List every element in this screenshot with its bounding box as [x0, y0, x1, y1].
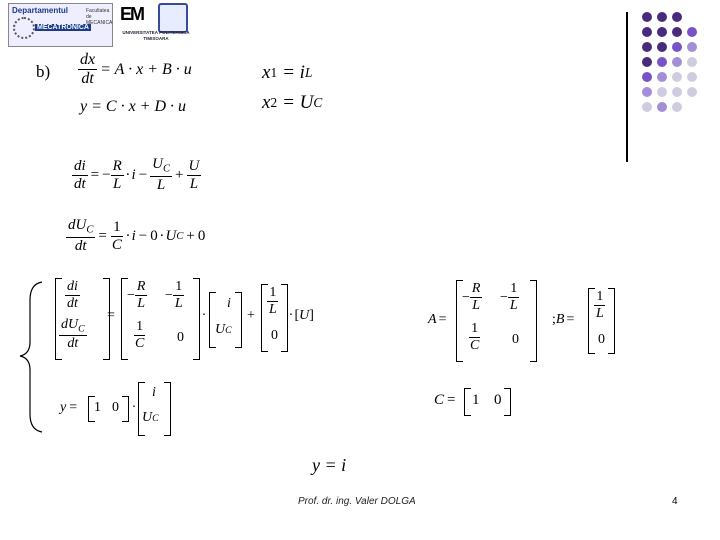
- system-brace: [16, 280, 46, 435]
- decorative-dot: [672, 12, 682, 22]
- decorative-dot: [672, 72, 682, 82]
- decorative-dot: [642, 42, 652, 52]
- faculty-name: Facultatea de MECANICA: [86, 8, 113, 26]
- matrix-output-equation: y = 1 0 · i U C: [60, 382, 190, 436]
- decorative-dot: [687, 57, 697, 67]
- department-name: MECATRONICA: [37, 24, 89, 31]
- gear-icon: [13, 17, 35, 39]
- output-equation: y = C · x + D · u: [80, 98, 187, 115]
- matrix-state-equation: $\frac{di}{dt}$ $\frac{dU_C}{dt}$ = − $\frac{R}{L}$ − $\frac{1}{L}$ $\frac{1}{C}$ 0 · i U C + $\frac{1}{L}$ 0 · [ U ]: [55, 278, 355, 360]
- matrix-C-definition: C = 1 0: [434, 388, 534, 418]
- dx-dt-fraction: $\frac{dx}{dt}$: [80, 51, 96, 87]
- x1-definition: x 1 = i L: [262, 62, 313, 83]
- decorative-dot: [687, 42, 697, 52]
- decorative-dot: [657, 57, 667, 67]
- decorative-dot: [642, 27, 652, 37]
- decorative-dot: [642, 87, 652, 97]
- decorative-dot: [642, 102, 652, 112]
- department-title: Departamentul: [12, 6, 69, 15]
- university-name: UNIVERSITATEA POLITEHNICA TIMISOARA: [122, 30, 190, 41]
- decorative-dot: [642, 57, 652, 67]
- decorative-dot: [642, 12, 652, 22]
- decorative-dot: [657, 102, 667, 112]
- university-crest-icon: [158, 3, 188, 33]
- decorative-dot: [672, 27, 682, 37]
- voltage-equation: $\frac{dU_C}{dt}$ = $\frac{1}{C}$ · i − 0 · U C + 0: [68, 217, 206, 255]
- decorative-dot: [657, 12, 667, 22]
- label-b: b): [36, 62, 51, 81]
- matrix-A-B-definition: A = − $\frac{R}{L}$ − $\frac{1}{L}$ $\frac{1}{C}$ 0 ; B = $\frac{1}{L}$ 0: [428, 280, 628, 362]
- decorative-dot: [657, 72, 667, 82]
- output-simplified: y = i: [312, 455, 347, 475]
- decorative-dot: [642, 72, 652, 82]
- vertical-divider: [626, 12, 628, 162]
- x2-definition: x 2 = U C: [262, 92, 323, 113]
- decorative-dot: [657, 87, 667, 97]
- decorative-dot: [657, 42, 667, 52]
- decorative-dot: [672, 42, 682, 52]
- department-logo: [8, 3, 113, 47]
- decorative-dot: [657, 27, 667, 37]
- decorative-dot: [687, 27, 697, 37]
- em-logo: EM: [120, 4, 143, 24]
- decorative-dot: [687, 72, 697, 82]
- footer-author: Prof. dr. ing. Valer DOLGA: [298, 496, 416, 507]
- state-equation-rhs: = A · x + B · u: [100, 60, 192, 78]
- state-equation: [78, 52, 192, 87]
- decorative-dot: [672, 57, 682, 67]
- decorative-dot: [687, 87, 697, 97]
- decorative-dot: [672, 87, 682, 97]
- current-equation: $\frac{di}{dt}$ = − $\frac{R}{L}$ · i − $\frac{U_C}{L}$ + $\frac{U}{L}$: [74, 156, 200, 194]
- decorative-dot: [672, 102, 682, 112]
- page-number: 4: [672, 496, 678, 507]
